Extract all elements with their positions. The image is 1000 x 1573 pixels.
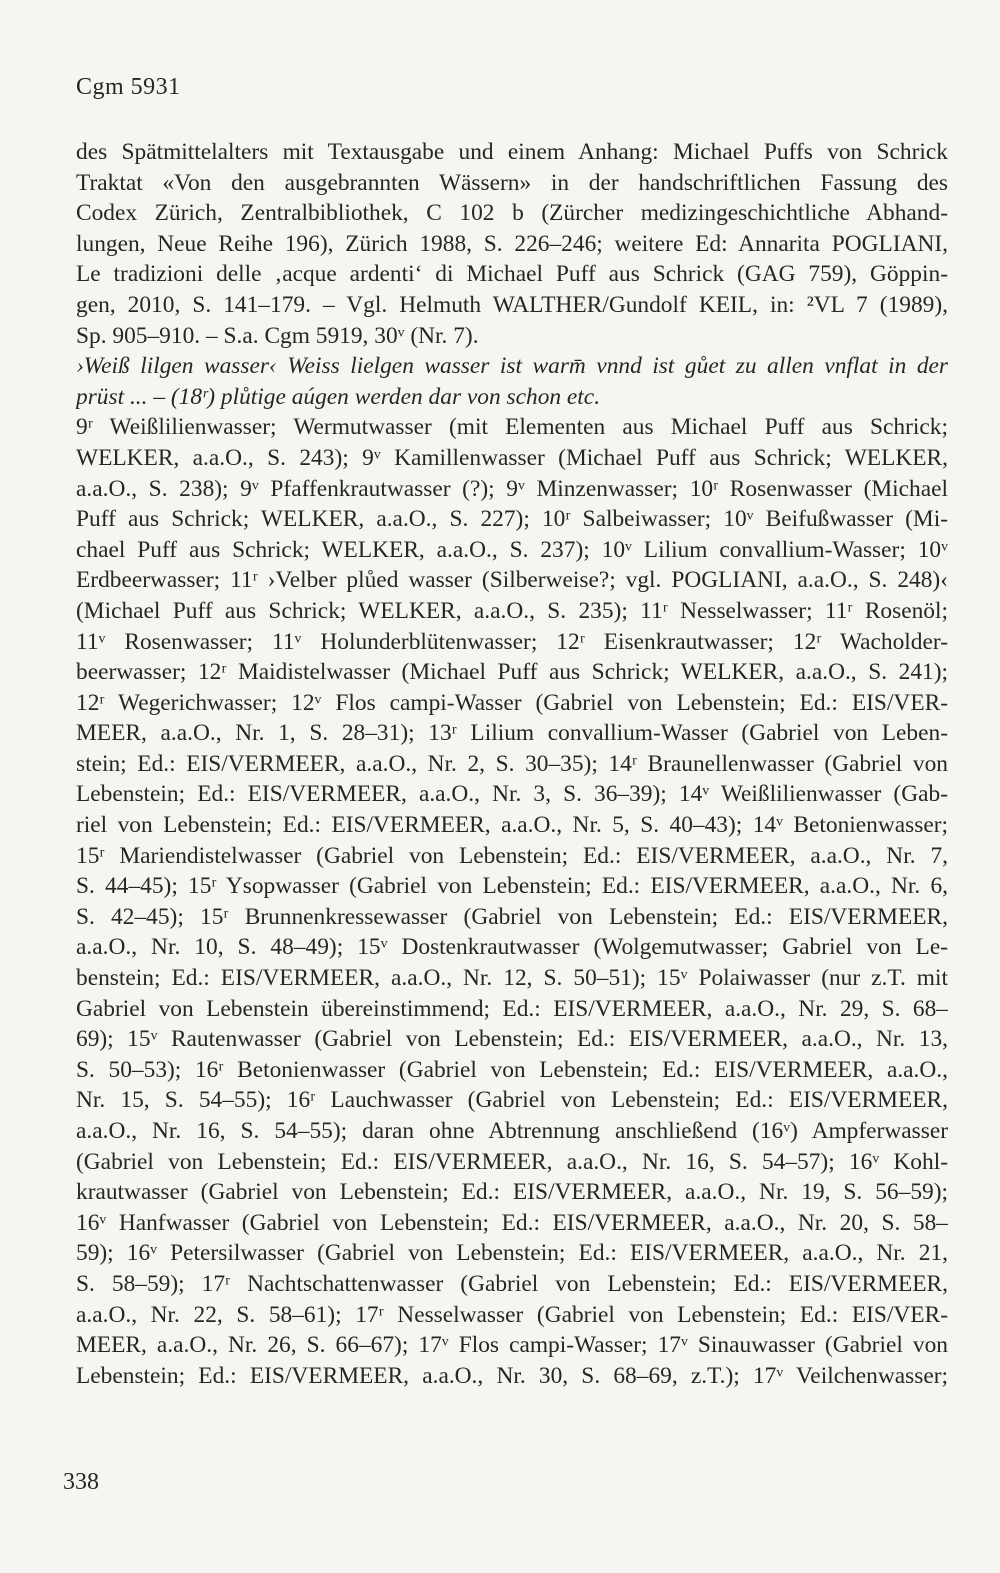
incipit-line: prüst ... – (18ʳ) plůtige aúgen werden dar von schon etc.	[76, 383, 601, 410]
text-line: riel von Lebenstein; Ed.: EIS/VERMEER, a.a.O., Nr. 5, S. 40–43); 14ᵛ Betonienwasser;	[76, 812, 948, 839]
text-line: krautwasser (Gabriel von Lebenstein; Ed.: EIS/VERMEER, a.a.O., Nr. 19, S. 56–59);	[76, 1179, 948, 1206]
text-line: (Michael Puff aus Schrick; WELKER, a.a.O., S. 235); 11ʳ Nesselwasser; 11ʳ Rosenöl;	[76, 597, 948, 624]
text-line: S. 42–45); 15ʳ Brunnenkressewasser (Gabriel von Lebenstein; Ed.: EIS/VERMEER,	[76, 903, 948, 930]
text-line: S. 58–59); 17ʳ Nachtschattenwasser (Gabriel von Lebenstein; Ed.: EIS/VERMEER,	[76, 1270, 948, 1297]
text-line: 11ᵛ Rosenwasser; 11ᵛ Holunderblütenwasser; 12ʳ Eisenkrautwasser; 12ʳ Wacholder-	[76, 628, 948, 655]
text-line: Gabriel von Lebenstein übereinstimmend; Ed.: EIS/VERMEER, a.a.O., Nr. 29, S. 68–	[76, 995, 948, 1022]
page-number: 338	[63, 1469, 99, 1495]
text-line: Lebenstein; Ed.: EIS/VERMEER, a.a.O., Nr. 3, S. 36–39); 14ᵛ Weißlilienwasser (Gab-	[76, 781, 948, 808]
text-line: MEER, a.a.O., Nr. 1, S. 28–31); 13ʳ Lilium convallium-Wasser (Gabriel von Leben-	[76, 720, 948, 747]
text-line: a.a.O., Nr. 22, S. 58–61); 17ʳ Nesselwasser (Gabriel von Lebenstein; Ed.: EIS/VER-	[76, 1301, 948, 1328]
text-line: Nr. 15, S. 54–55); 16ʳ Lauchwasser (Gabriel von Lebenstein; Ed.: EIS/VERMEER,	[76, 1087, 948, 1114]
text-line: chael Puff aus Schrick; WELKER, a.a.O., S. 237); 10ᵛ Lilium convallium-Wasser; 10ᵛ	[76, 536, 948, 563]
text-line: 9ʳ Weißlilienwasser; Wermutwasser (mit Elementen aus Michael Puff aus Schrick;	[76, 414, 948, 441]
text-line: Puff aus Schrick; WELKER, a.a.O., S. 227); 10ʳ Salbeiwasser; 10ᵛ Beifußwasser (Mi-	[76, 506, 948, 533]
text-line: a.a.O., S. 238); 9ᵛ Pfaffenkrautwasser (?); 9ᵛ Minzenwasser; 10ʳ Rosenwasser (Michael	[76, 475, 948, 502]
incipit-line: ›Weiß lilgen wasser‹ Weiss lielgen wasser ist warm̄ vnnd ist gůet zu allen vnflat in der	[76, 353, 948, 380]
text-line: stein; Ed.: EIS/VERMEER, a.a.O., Nr. 2, S. 30–35); 14ʳ Braunellenwasser (Gabriel von	[76, 750, 948, 777]
text-line: des Spätmittelalters mit Textausgabe und einem Anhang: Michael Puffs von Schrick	[76, 139, 948, 165]
text-line: Codex Zürich, Zentralbibliothek, C 102 b (Zürcher medizingeschichtliche Abhand-	[76, 200, 948, 227]
text-line: Le tradizioni delle ‚acque ardenti‘ di Michael Puff aus Schrick (GAG 759), Göppin-	[76, 261, 948, 288]
text-line: S. 50–53); 16ʳ Betonienwasser (Gabriel von Lebenstein; Ed.: EIS/VERMEER, a.a.O.,	[76, 1056, 948, 1083]
text-line: beerwasser; 12ʳ Maidistelwasser (Michael Puff aus Schrick; WELKER, a.a.O., S. 241);	[76, 659, 948, 686]
text-line: Sp. 905–910. – S.a. Cgm 5919, 30ᵛ (Nr. 7).	[76, 322, 479, 349]
text-line: 15ʳ Mariendistelwasser (Gabriel von Lebenstein; Ed.: EIS/VERMEER, a.a.O., Nr. 7,	[76, 842, 948, 869]
text-line: Erdbeerwasser; 11ʳ ›Velber plůed wasser (Silberweise?; vgl. POGLIANI, a.a.O., S. 248)‹	[76, 567, 948, 594]
text-line: Lebenstein; Ed.: EIS/VERMEER, a.a.O., Nr. 30, S. 68–69, z.T.); 17ᵛ Veilchenwasser;	[76, 1362, 948, 1389]
text-line: Traktat «Von den ausgebrannten Wässern» in der handschriftlichen Fassung des	[76, 169, 948, 196]
running-header: Cgm 5931	[76, 74, 181, 100]
text-line: lungen, Neue Reihe 196), Zürich 1988, S. 226–246; weitere Ed: Annarita POGLIANI,	[76, 230, 948, 257]
text-line: S. 44–45); 15ʳ Ysopwasser (Gabriel von Lebenstein; Ed.: EIS/VERMEER, a.a.O., Nr. 6,	[76, 873, 948, 900]
text-line: 69); 15ᵛ Rautenwasser (Gabriel von Lebenstein; Ed.: EIS/VERMEER, a.a.O., Nr. 13,	[76, 1026, 948, 1053]
text-line: (Gabriel von Lebenstein; Ed.: EIS/VERMEER, a.a.O., Nr. 16, S. 54–57); 16ᵛ Kohl-	[76, 1148, 948, 1175]
text-line: a.a.O., Nr. 16, S. 54–55); daran ohne Abtrennung anschließend (16ᵛ) Ampferwasser	[76, 1118, 948, 1144]
text-line: 59); 16ᵛ Petersilwasser (Gabriel von Lebenstein; Ed.: EIS/VERMEER, a.a.O., Nr. 21,	[76, 1240, 948, 1267]
text-line: a.a.O., Nr. 10, S. 48–49); 15ᵛ Dostenkrautwasser (Wolgemutwasser; Gabriel von Le-	[76, 934, 948, 961]
text-line: benstein; Ed.: EIS/VERMEER, a.a.O., Nr. 12, S. 50–51); 15ᵛ Polaiwasser (nur z.T. mit	[76, 965, 948, 992]
text-line: MEER, a.a.O., Nr. 26, S. 66–67); 17ᵛ Flos campi-Wasser; 17ᵛ Sinauwasser (Gabriel von	[76, 1332, 948, 1359]
text-line: gen, 2010, S. 141–179. – Vgl. Helmuth WALTHER/Gundolf KEIL, in: ²VL 7 (1989),	[76, 291, 948, 318]
text-line: WELKER, a.a.O., S. 243); 9ᵛ Kamillenwasser (Michael Puff aus Schrick; WELKER,	[76, 444, 948, 471]
body-text	[76, 137, 948, 1391]
text-line: 16ᵛ Hanfwasser (Gabriel von Lebenstein; Ed.: EIS/VERMEER, a.a.O., Nr. 20, S. 58–	[76, 1209, 948, 1236]
text-line: 12ʳ Wegerichwasser; 12ᵛ Flos campi-Wasser (Gabriel von Lebenstein; Ed.: EIS/VER-	[76, 689, 948, 716]
